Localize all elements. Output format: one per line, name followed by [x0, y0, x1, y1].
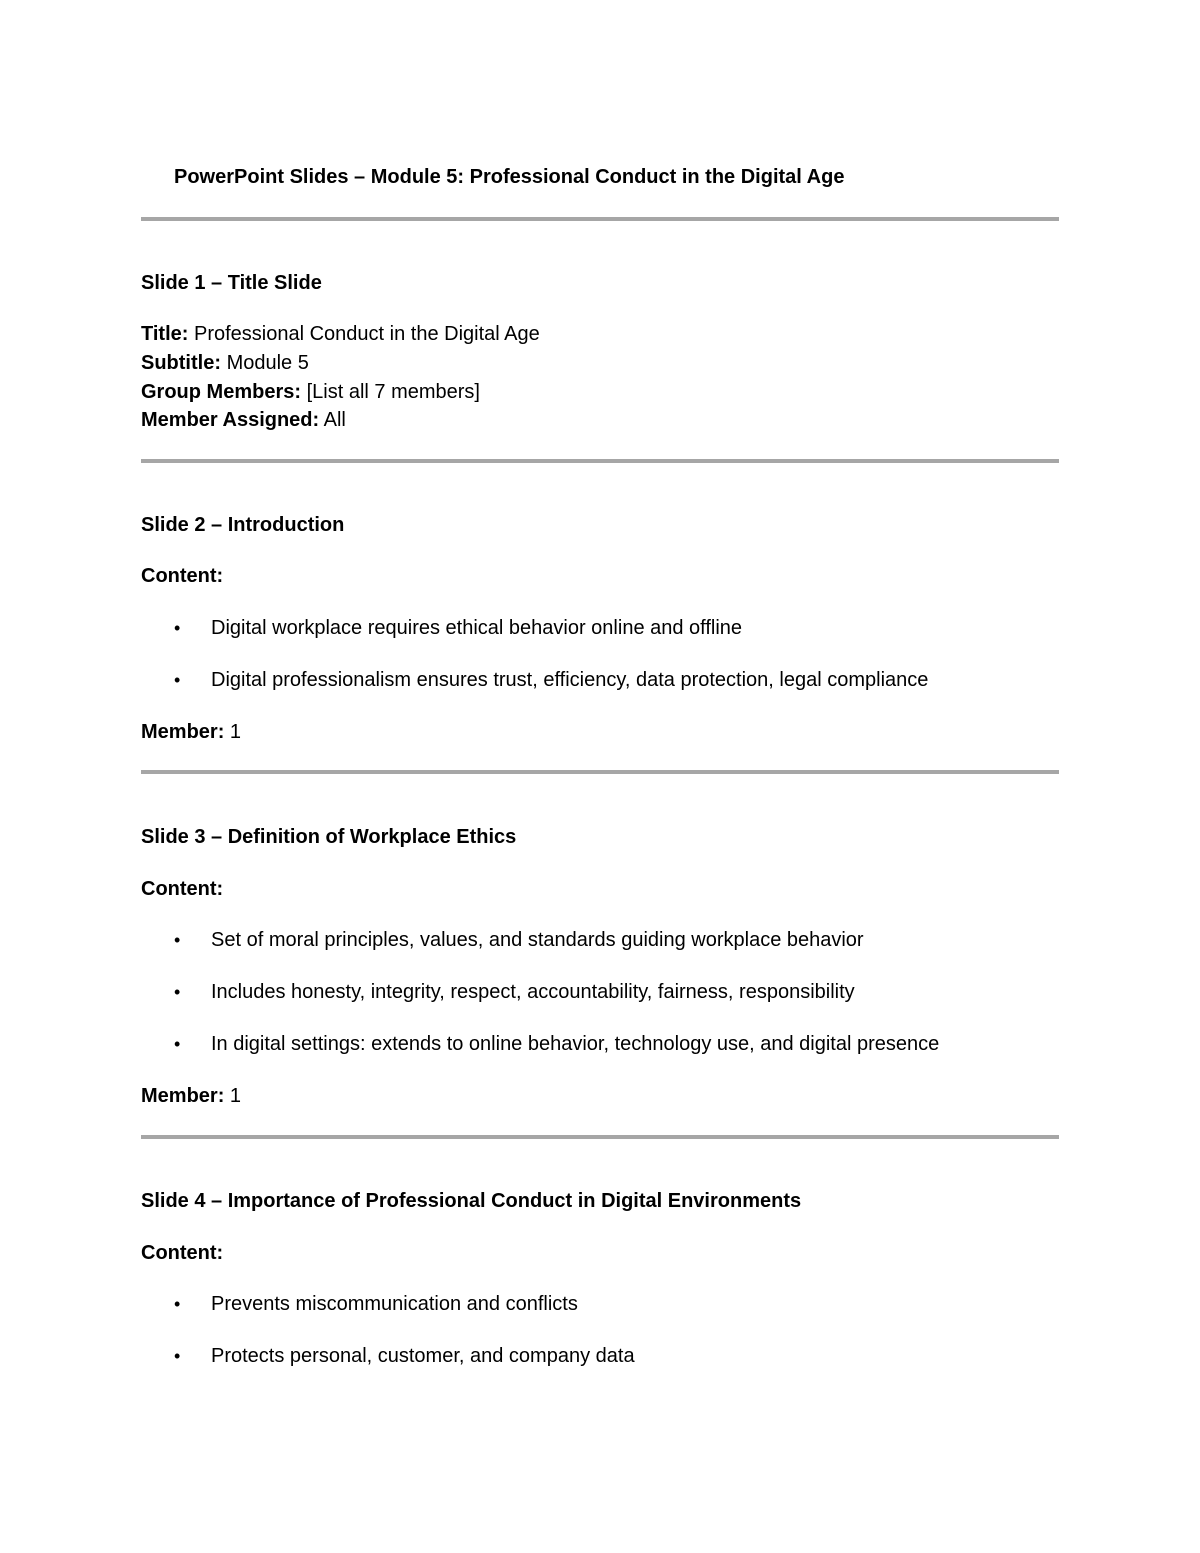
field-value: 1	[229, 721, 242, 743]
slide-1-heading: Slide 1 – Title Slide	[141, 272, 322, 294]
section-divider	[141, 217, 1059, 221]
list-item	[174, 1033, 939, 1056]
list-item-text: In digital settings: extends to online behavior, technology use, and digital presence	[211, 1033, 940, 1055]
field-label: Subtitle:	[141, 352, 221, 374]
field-value: All	[323, 409, 346, 431]
slide-3-member-field	[141, 1085, 241, 1108]
field-value: Module 5	[226, 352, 309, 374]
field-label: Member:	[141, 1085, 225, 1107]
bullet-icon: •	[174, 618, 181, 638]
bullet-icon: •	[174, 982, 181, 1002]
slide-1-group-members-field	[141, 381, 480, 404]
slide-2-content-label: Content:	[141, 565, 224, 587]
field-value: [List all 7 members]	[306, 381, 480, 403]
list-item	[174, 1293, 578, 1316]
bullet-icon: •	[174, 1034, 181, 1054]
section-divider	[141, 770, 1059, 774]
list-item	[174, 981, 855, 1004]
field-value: Professional Conduct in the Digital Age	[193, 323, 540, 345]
bullet-icon: •	[174, 1294, 181, 1314]
bullet-icon: •	[174, 1346, 181, 1366]
field-value: 1	[229, 1085, 242, 1107]
list-item-text: Protects personal, customer, and company data	[211, 1345, 635, 1367]
bullet-icon: •	[174, 930, 181, 950]
list-item-text: Set of moral principles, values, and standards guiding workplace behavior	[211, 929, 864, 951]
slide-4-heading: Slide 4 – Importance of Professional Conduct in Digital Environments	[141, 1190, 802, 1212]
field-label: Member Assigned:	[141, 409, 320, 431]
bullet-icon: •	[174, 670, 181, 690]
slide-4-content-label: Content:	[141, 1242, 224, 1264]
slide-1-subtitle-field	[141, 352, 309, 375]
list-item	[174, 1345, 635, 1368]
list-item-text: Prevents miscommunication and conflicts	[211, 1293, 578, 1315]
list-item	[174, 929, 864, 952]
document-title: PowerPoint Slides – Module 5: Professional Conduct in the Digital Age	[174, 166, 845, 188]
section-divider	[141, 1135, 1059, 1139]
slide-2-member-field	[141, 721, 241, 744]
list-item	[174, 669, 928, 692]
slide-3-content-label: Content:	[141, 878, 224, 900]
slide-2-heading: Slide 2 – Introduction	[141, 514, 345, 536]
list-item	[174, 617, 742, 640]
list-item-text: Digital workplace requires ethical behavior online and offline	[211, 617, 743, 639]
field-label: Title:	[141, 323, 189, 345]
list-item-text: Digital professionalism ensures trust, efficiency, data protection, legal compliance	[211, 669, 929, 691]
field-label: Group Members:	[141, 381, 302, 403]
slide-1-title-field	[141, 323, 540, 346]
slide-3-heading: Slide 3 – Definition of Workplace Ethics	[141, 826, 517, 848]
field-label: Member:	[141, 721, 225, 743]
section-divider	[141, 459, 1059, 463]
slide-1-member-assigned-field	[141, 409, 346, 432]
list-item-text: Includes honesty, integrity, respect, accountability, fairness, responsibility	[211, 981, 855, 1003]
